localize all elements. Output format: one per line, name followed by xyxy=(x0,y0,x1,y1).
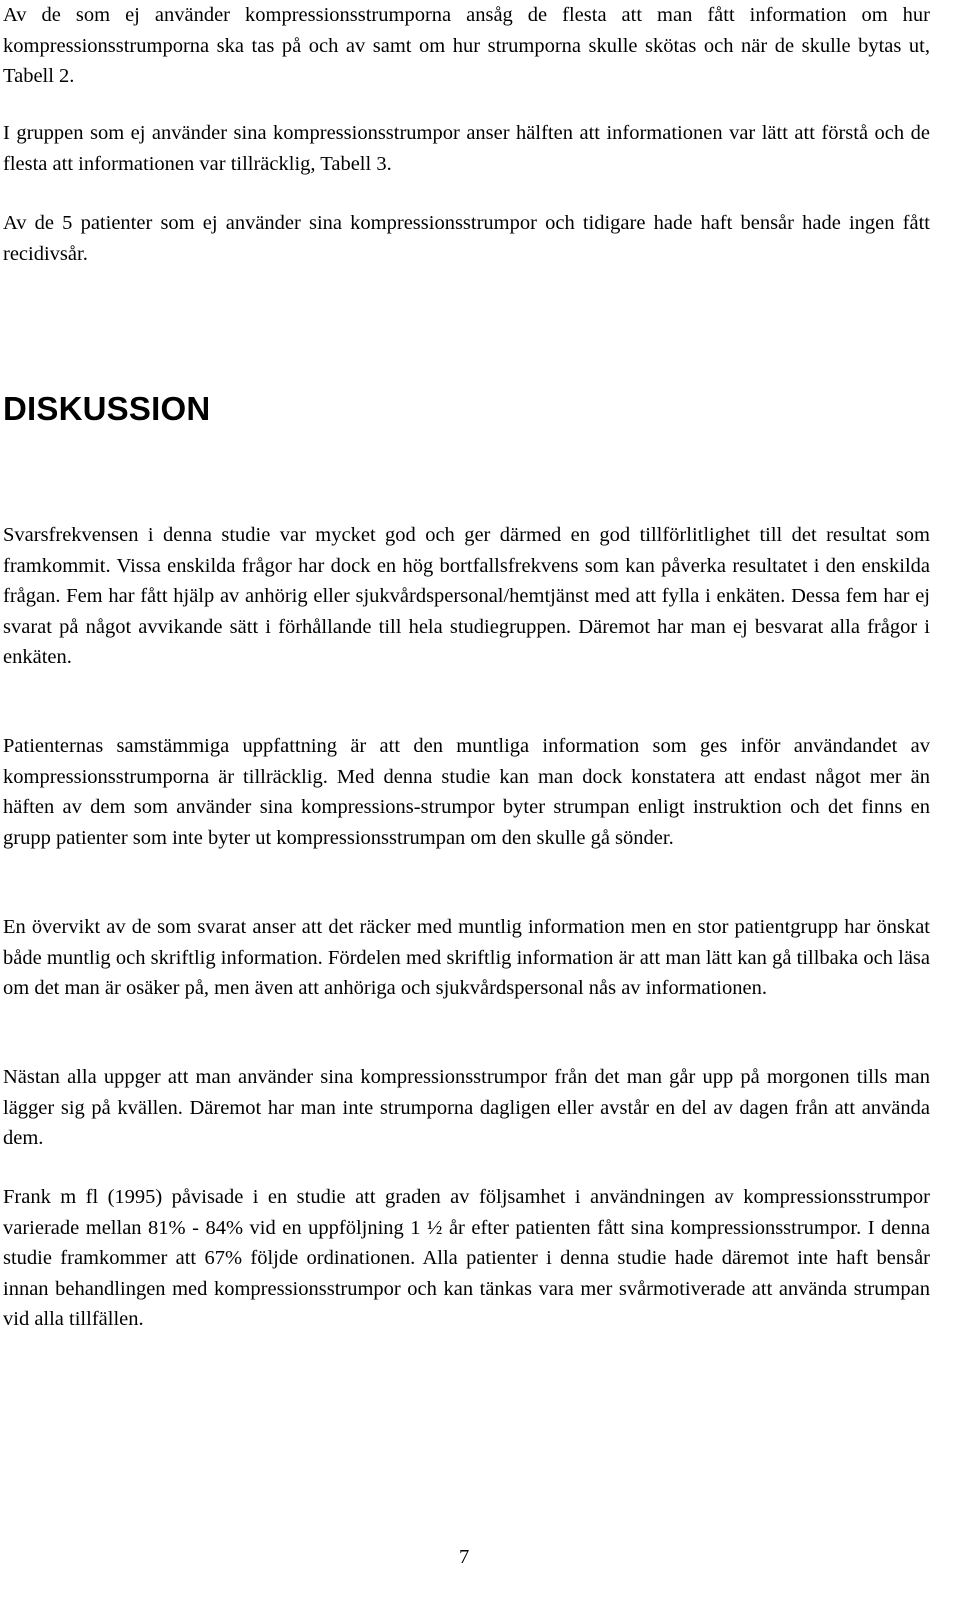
discussion-paragraph-response-rate: Svarsfrekvensen i denna studie var mycket god och ger därmed en god tillförlitlighet till det resultat som framkommit. Vissa enskilda frågor har dock en hög bortfallsfrekvens som kan påverka resultatet i den enskilda frågan. Fem har fått hjälp av anhörig eller sjukvårdspersonal/hemtjänst med att fylla i enkäten. Dessa fem har ej svarat på något avvikande sätt i förhållande till hela studiegruppen. Däremot har man ej besvarat alla frågor i enkäten. xyxy=(3,524,930,668)
results-paragraph-recurrence: Av de 5 patienter som ej använder sina kompressionsstrumpor och tidigare hade haft bensår hade ingen fått recidivsår. xyxy=(3,212,930,265)
discussion-paragraph-daily-use: Nästan alla uppger att man använder sina kompressionsstrumpor från det man går upp på morgonen tills man lägger sig på kvällen. Däremot har man inte strumporna dagligen eller avstår en del av dagen från att använda dem. xyxy=(3,1066,930,1149)
discussion-paragraph-written-information: En övervikt av de som svarat anser att det räcker med muntlig information men en stor patientgrupp har önskat både muntlig och skriftlig information. Fördelen med skriftlig information är att man lätt kan gå tillbaka och läsa om det man är osäker på, men även att anhöriga och sjukvårdspersonal nås av informationen. xyxy=(3,916,930,999)
document-page xyxy=(3,0,930,1617)
results-paragraph-table-2: Av de som ej använder kompressionsstrumporna ansåg de flesta att man fått information om hur kompressionsstrumporna ska tas på och av samt om hur strumporna skulle skötas och när de skulle bytas ut, Tabell 2. xyxy=(3,4,930,87)
discussion-paragraph-compliance: Frank m fl (1995) påvisade i en studie att graden av följsamhet i användningen av kompressionsstrumpor varierade mellan 81% - 84% vid en uppföljning 1 ½ år efter patienten fått sina kompressionsstrumpor. I denna studie framkommer att 67% följde ordinationen. Alla patienter i denna studie hade däremot inte haft bensår innan behandlingen med kompressionsstrumpor och kan tänkas vara mer svårmotiverade att använda strumpan vid alla tillfällen. xyxy=(3,1186,930,1330)
page-number: 7 xyxy=(459,1546,470,1568)
results-paragraph-table-3: I gruppen som ej använder sina kompressionsstrumpor anser hälften att informationen var lätt att förstå och de flesta att informationen var tillräcklig, Tabell 3. xyxy=(3,122,930,175)
discussion-paragraph-oral-information: Patienternas samstämmiga uppfattning är att den muntliga information som ges inför användandet av kompressionsstrumporna är tillräcklig. Med denna studie kan man dock konstatera att endast något mer än häften av dem som använder sina kompressions-strumpor byter strumpan enligt instruktion och det finns en grupp patienter som inte byter ut kompressionsstrumpan om den skulle gå sönder. xyxy=(3,735,930,849)
section-heading-discussion: DISKUSSION xyxy=(3,390,211,427)
